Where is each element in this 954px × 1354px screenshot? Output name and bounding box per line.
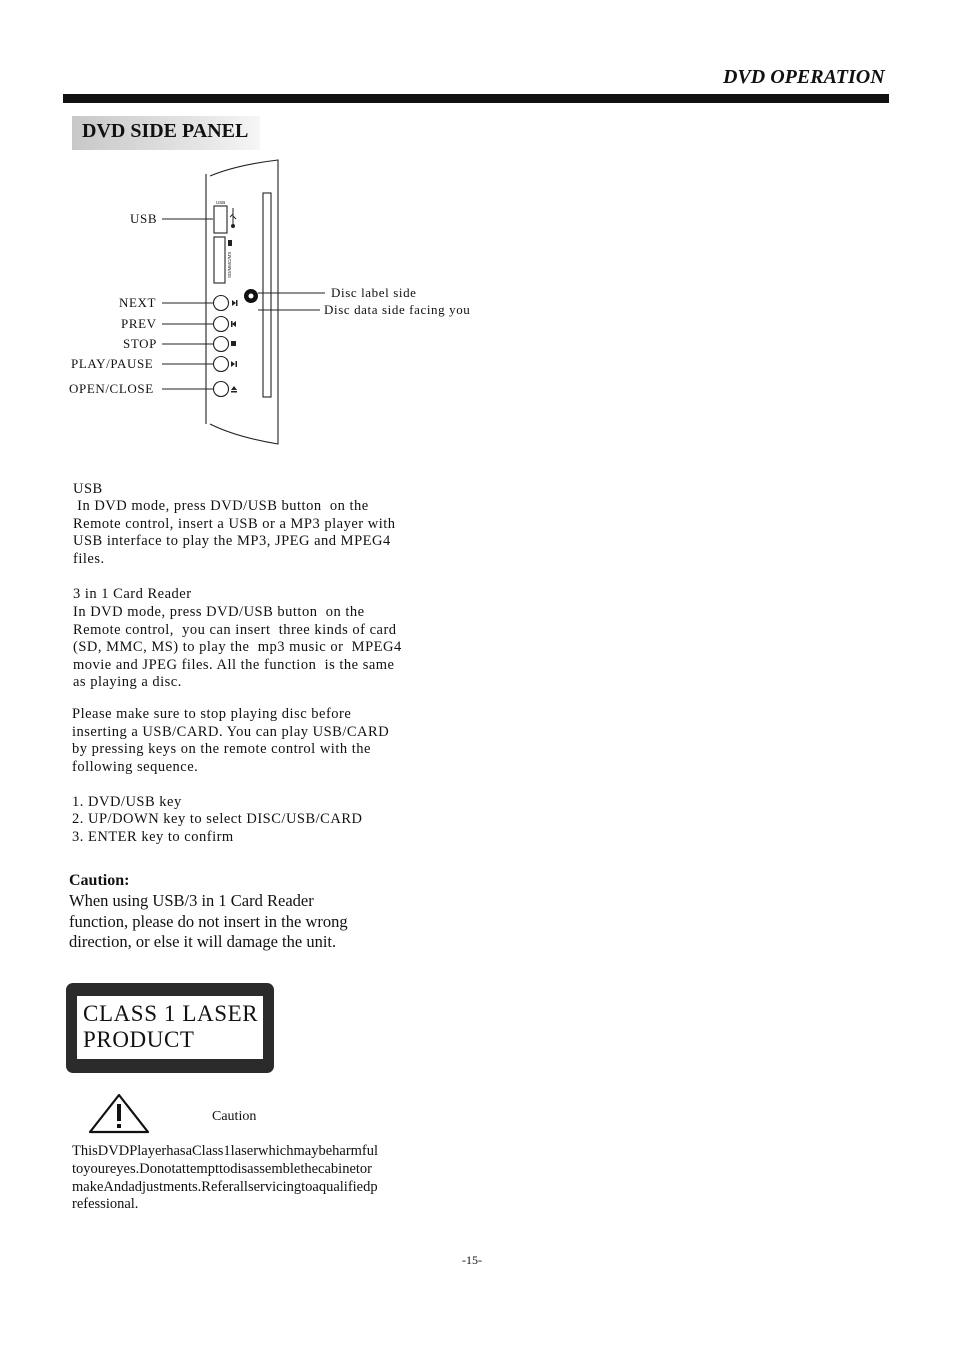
play-pause-label: PLAY/PAUSE [71,356,154,371]
play-pause-symbol-icon [231,361,235,367]
card-reader-body: In DVD mode, press DVD/USB button on the Remote control, you can insert three kinds of card (SD, MMC, MS) to play the mp3 music or MPEG4 movie and JPEG files. All the function is the same as playing a disc. [73,604,402,691]
next-button-shape [214,296,229,311]
eject-symbol-icon [231,386,237,390]
section-title: DVD OPERATION [723,66,885,88]
play-pause-button-shape [214,357,229,372]
usb-port [214,206,227,233]
usb-heading: USB [73,481,103,497]
step-1: 1. DVD/USB key [72,794,182,810]
card-indicator-icon [228,240,232,246]
prev-symbol-icon [232,321,236,327]
usb-port-mark: USB [216,200,226,205]
usb-label: USB [130,211,158,226]
panel-title: DVD SIDE PANEL [82,120,249,142]
open-close-label: OPEN/CLOSE [69,381,154,396]
disc-slot [263,193,271,397]
stop-button-shape [214,337,229,352]
warning-triangle-icon [88,1093,150,1135]
prev-label: PREV [121,316,157,331]
warning-text: ThisDVDPlayerhasaClass1laserwhichmaybeharmful toyoureyes.Donotattempttodisassemblethecabinetor makeAndadjustments.Referallservicingtoaqualifiedp refessional. [72,1143,379,1213]
warning-label: Caution [212,1109,257,1124]
open-close-button-shape [214,382,229,397]
caution-heading: Caution: [69,872,130,889]
disc-label-side-label: Disc label side [331,285,417,300]
stop-label: STOP [123,336,157,351]
next-label: NEXT [119,295,157,310]
prev-button-shape [214,317,229,332]
side-panel-diagram [0,0,954,470]
caution-body: When using USB/3 in 1 Card Reader function, please do not insert in the wrong direction, or else it will damage the unit. [69,891,348,951]
step-3: 3. ENTER key to confirm [72,829,234,845]
laser-label-text: CLASS 1 LASER PRODUCT [83,1001,259,1052]
card-reader-heading: 3 in 1 Card Reader [73,586,192,602]
notice-body: Please make sure to stop playing disc before inserting a USB/CARD. You can play USB/CARD by pressing keys on the remote control with the following sequence. [72,706,390,775]
disc-data-side-label: Disc data side facing you [324,302,471,317]
usb-symbol-icon [230,208,236,228]
card-slot-mark: SD/MMC/MS [227,251,232,278]
next-symbol-icon [232,300,236,306]
page-number: -15- [462,1253,482,1267]
usb-body: In DVD mode, press DVD/USB button on the Remote control, insert a USB or a MP3 player with USB interface to play the MP3, JPEG and MPEG4 files. [73,498,396,567]
step-2: 2. UP/DOWN key to select DISC/USB/CARD [72,811,363,827]
card-slot [214,237,225,283]
stop-symbol-icon [231,341,236,346]
